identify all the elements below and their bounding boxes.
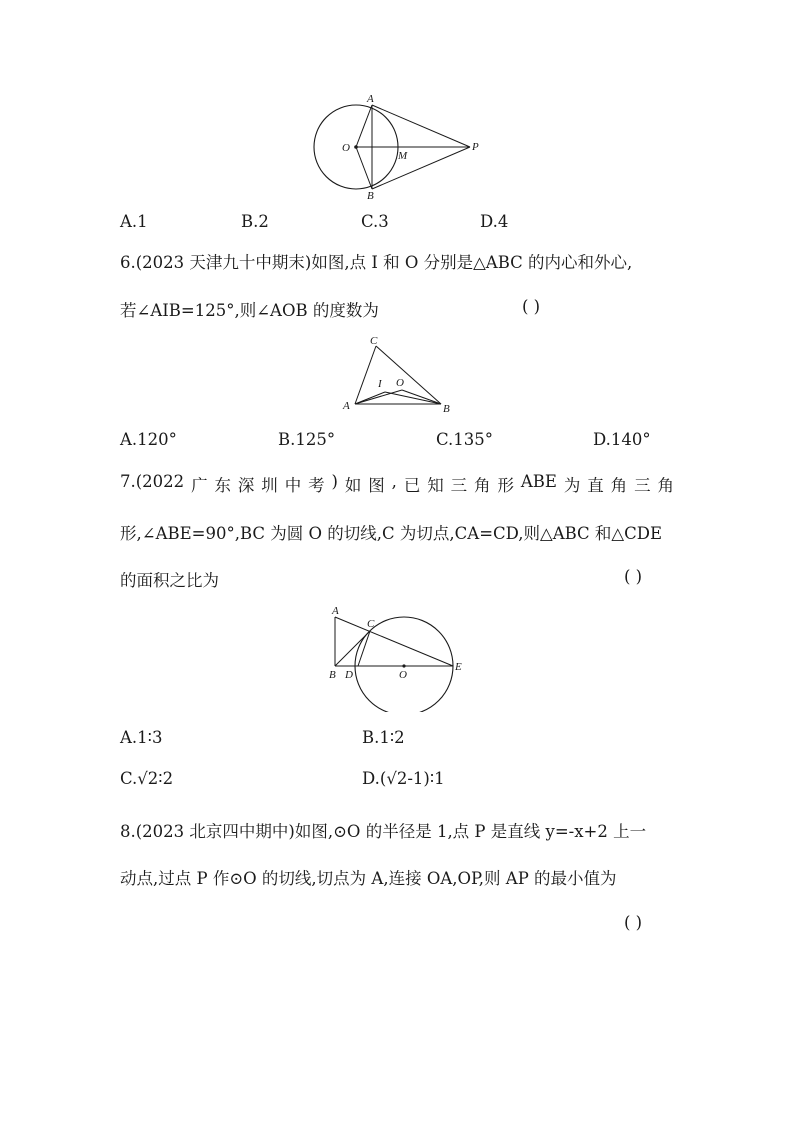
q6-answer-paren[interactable]: ( ) xyxy=(522,297,541,316)
q7-l1-t17: 为 xyxy=(563,476,581,495)
label-d: D xyxy=(345,669,353,681)
segment-oa xyxy=(356,105,372,147)
q7-l1-t20: 三 xyxy=(634,476,651,495)
label-i: I xyxy=(378,378,382,390)
q6-option-c[interactable]: C.135° xyxy=(436,430,494,449)
figure-q5-svg xyxy=(300,88,500,206)
q7-l1-t12: 知 xyxy=(427,476,444,495)
q7-l1-t3: 深 xyxy=(237,476,255,495)
label-b: B xyxy=(367,190,374,202)
label-o: O xyxy=(342,142,350,154)
figure-q7 xyxy=(322,600,472,712)
segment-ao xyxy=(355,390,402,404)
label-c: C xyxy=(367,618,375,630)
q7-l1-t13: 三 xyxy=(450,476,468,495)
q8-stem-line1: 8.(2023 北京四中期中)如图,⊙O 的半径是 1,点 P 是直线 y=-x+2 上一 xyxy=(120,822,647,841)
tangent-pa xyxy=(372,105,470,147)
q7-l1-t18: 直 xyxy=(587,476,604,495)
segment-ob xyxy=(356,147,372,189)
figure-q7-svg xyxy=(322,600,472,712)
q6-option-d[interactable]: D.140° xyxy=(593,430,651,449)
segment-ae xyxy=(335,617,453,666)
q7-l1-t4: 圳 xyxy=(261,476,278,495)
q7-l1-t8: 如 xyxy=(344,476,362,495)
label-a: A xyxy=(343,400,350,412)
q7-stem-line2: 形,∠ABE=90°,BC 为圆 O 的切线,C 为切点,CA=CD,则△ABC 和△CDE xyxy=(120,524,663,543)
q7-option-a[interactable]: A.1∶3 xyxy=(120,728,163,747)
q5-option-d[interactable]: D.4 xyxy=(480,212,509,231)
figure-q6 xyxy=(338,334,468,418)
q8-stem-line2: 动点,过点 P 作⊙O 的切线,切点为 A,连接 OA,OP,则 AP 的最小值为 xyxy=(120,869,617,888)
label-m: M xyxy=(398,150,408,162)
q7-l1-t16: ABE xyxy=(520,472,557,491)
figure-q6-svg xyxy=(338,334,468,418)
segment-cd xyxy=(358,631,370,666)
side-ac xyxy=(355,346,376,404)
q7-l1-t11: 已 xyxy=(403,476,421,495)
q7-option-d[interactable]: D.(√2-1)∶1 xyxy=(362,769,445,788)
q7-l1-t5: 中 xyxy=(284,476,302,495)
label-o: O xyxy=(396,377,404,389)
tangent-bc xyxy=(335,631,370,666)
q7-option-c[interactable]: C.√2∶2 xyxy=(120,769,174,788)
label-b: B xyxy=(443,403,450,415)
q7-stem-line1 xyxy=(120,472,674,496)
label-c: C xyxy=(370,335,378,347)
label-a: A xyxy=(332,605,339,617)
q7-l1-t10: , xyxy=(391,472,397,491)
q7-l1-t21: 角 xyxy=(657,476,674,495)
label-p: P xyxy=(472,141,479,153)
center-point-o xyxy=(402,664,405,667)
q7-stem-line3: 的面积之比为 xyxy=(120,571,219,590)
center-point-o xyxy=(354,145,358,149)
label-e: E xyxy=(455,661,462,673)
q7-l1-t2: 东 xyxy=(214,476,231,495)
q6-stem-line2: 若∠AIB=125°,则∠AOB 的度数为 xyxy=(120,301,379,320)
q7-l1-t15: 形 xyxy=(497,476,514,495)
tangent-pb xyxy=(372,147,470,189)
q7-l1-t14: 角 xyxy=(474,476,491,495)
q7-answer-paren[interactable]: ( ) xyxy=(624,567,643,586)
q7-l1-t19: 角 xyxy=(610,476,628,495)
q7-option-b[interactable]: B.1∶2 xyxy=(362,728,405,747)
q6-option-b[interactable]: B.125° xyxy=(278,430,336,449)
label-b: B xyxy=(329,669,336,681)
q6-option-a[interactable]: A.120° xyxy=(120,430,177,449)
q7-l1-t1: 广 xyxy=(191,476,208,495)
q6-stem-line1: 6.(2023 天津九十中期末)如图,点 I 和 O 分别是△ABC 的内心和外心, xyxy=(120,253,633,272)
q7-l1-t9: 图 xyxy=(368,476,385,495)
q7-l1-t6: 考 xyxy=(308,476,325,495)
q5-option-a[interactable]: A.1 xyxy=(120,212,148,231)
figure-q5 xyxy=(300,88,500,206)
q7-l1-t0: 7.(2022 xyxy=(120,472,185,491)
label-o: O xyxy=(399,669,407,681)
q8-answer-paren[interactable]: ( ) xyxy=(624,913,643,932)
q7-l1-t7: ) xyxy=(331,472,338,491)
q5-option-c[interactable]: C.3 xyxy=(361,212,389,231)
label-a: A xyxy=(367,93,374,105)
q5-option-b[interactable]: B.2 xyxy=(241,212,269,231)
